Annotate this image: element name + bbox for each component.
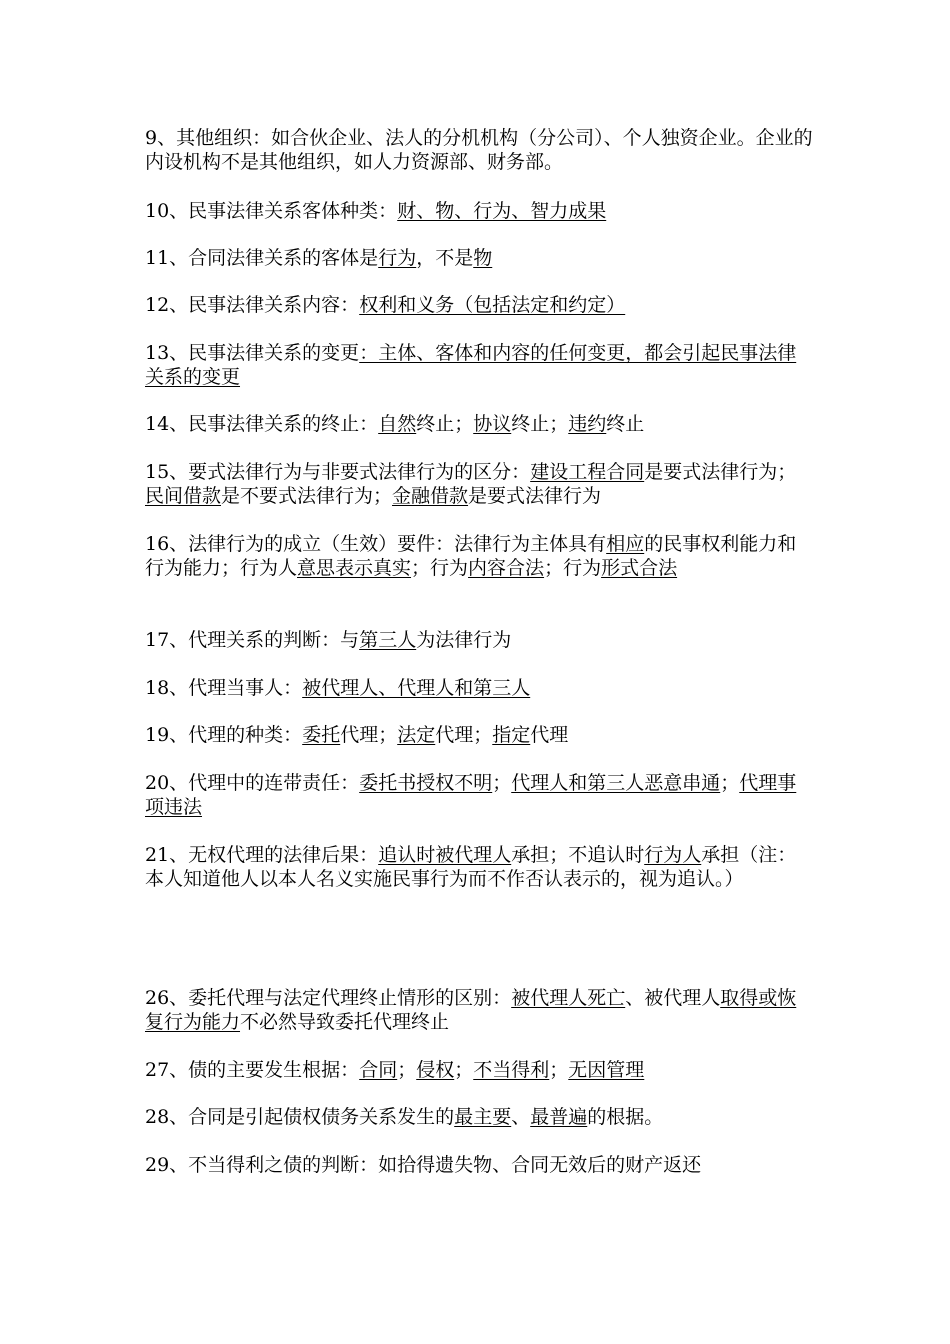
item-9: 9、其他组织：如合伙企业、法人的分机机构（分公司）、个人独资企业。企业的内设机构不是其他组织，如人力资源部、财务部。 (145, 127, 813, 173)
item-14: 14、民事法律关系的终止：自然终止；协议终止；违约终止 (145, 413, 645, 435)
item-26: 26、委托代理与法定代理终止情形的区别：被代理人死亡、被代理人取得或恢复行为能力不必然导致委托代理终止 (145, 987, 797, 1033)
item-11: 11、合同法律关系的客体是行为，不是物 (145, 247, 493, 269)
item-17: 17、代理关系的判断：与第三人为法律行为 (145, 629, 512, 651)
item-15: 15、要式法律行为与非要式法律行为的区分：建设工程合同是要式法律行为；民间借款是不要式法律行为；金融借款是要式法律行为 (145, 461, 797, 507)
item-20: 20、代理中的连带责任：委托书授权不明；代理人和第三人恶意串通；代理事项违法 (145, 772, 797, 818)
item-18: 18、代理当事人：被代理人、代理人和第三人 (145, 677, 531, 699)
item-19: 19、代理的种类：委托代理；法定代理；指定代理 (145, 724, 569, 746)
item-12: 12、民事法律关系内容：权利和义务（包括法定和约定） (145, 294, 626, 316)
item-27: 27、债的主要发生根据：合同；侵权；不当得利；无因管理 (145, 1059, 645, 1081)
item-13: 13、民事法律关系的变更：主体、客体和内容的任何变更，都会引起民事法律关系的变更 (145, 342, 797, 388)
item-29: 29、不当得利之债的判断：如拾得遗失物、合同无效后的财产返还 (145, 1154, 702, 1176)
item-28: 28、合同是引起债权债务关系发生的最主要、最普遍的根据。 (145, 1106, 664, 1128)
item-10: 10、民事法律关系客体种类：财、物、行为、智力成果 (145, 200, 607, 222)
item-21: 21、无权代理的法律后果：追认时被代理人承担；不追认时行为人承担（注：本人知道他人以本人名义实施民事行为而不作否认表示的，视为追认。） (145, 844, 797, 890)
item-16: 16、法律行为的成立（生效）要件：法律行为主体具有相应的民事权利能力和行为能力；行为人意思表示真实；行为内容合法；行为形式合法 (145, 533, 797, 579)
